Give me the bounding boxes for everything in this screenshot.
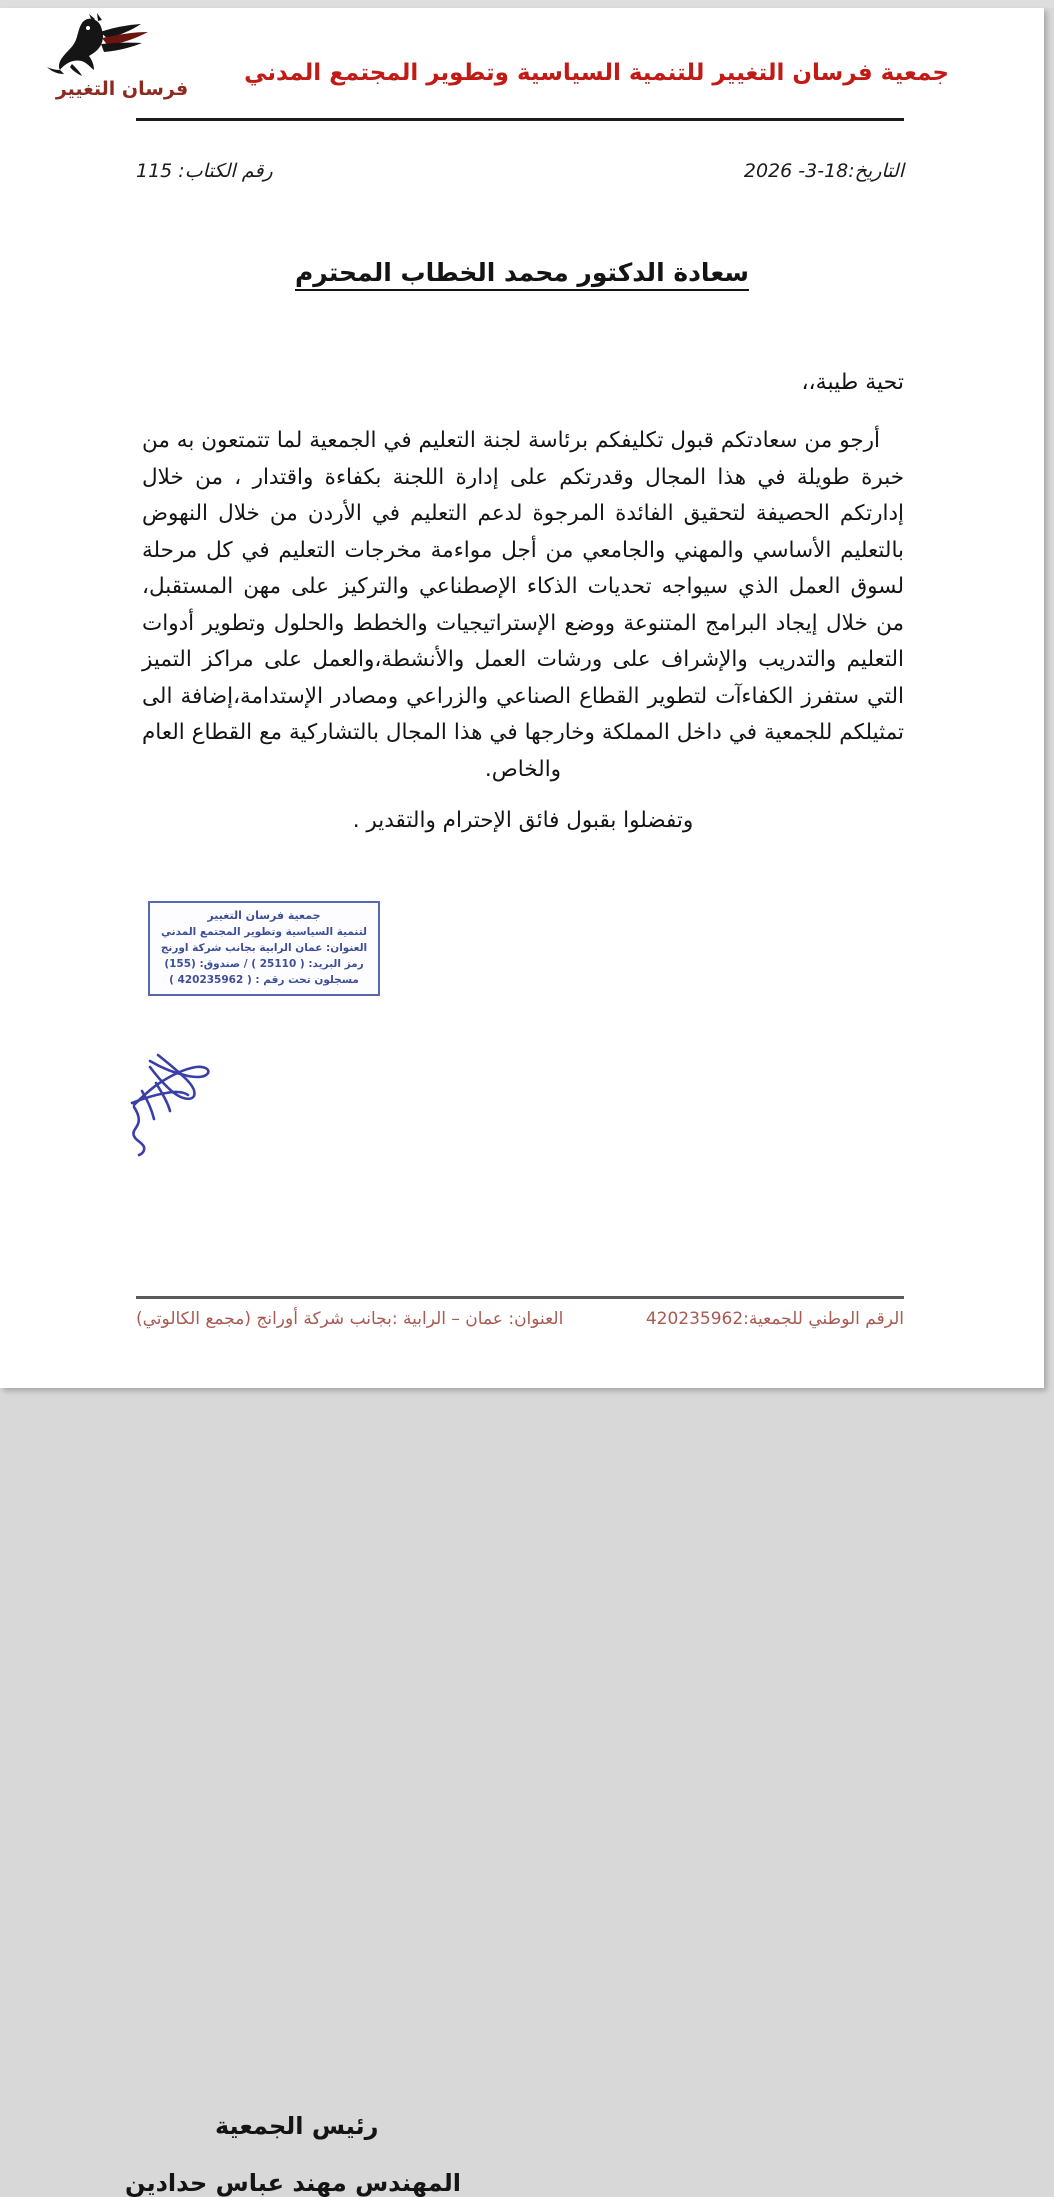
letterhead-header [0,8,1044,118]
letterhead-footer [136,1309,904,1339]
footer-national-number: الرقم الوطني للجمعية:420235962 [645,1309,904,1329]
logo-wordmark: فرسان التغيير [55,78,189,100]
stamp-line-3: العنوان: عمان الرابية بجانب شركة اورنج [160,942,368,954]
footer-address: العنوان: عمان – الرابية :بجانب شركة أورانج (مجمع الكالوتي) [136,1309,564,1329]
letter-body: أرجو من سعادتكم قبول تكليفكم برئاسة لجنة التعليم في الجمعية لما تتمتعون به من خبرة طويلة في هذا المجال وقدرتكم على إدارة اللجنة بكفاءة واقتدار ، من خلال إدارتكم الحصيفة لتحقيق الفائدة المرجوة لدعم التعليم في الأردن من خلال النهوض بالتعليم الأساسي والمهني والجامعي من أجل مواءمة مخرجات التعليم في كل مرحلة لسوق العمل الذي سيواجه تحديات الذكاء الإصطناعي والتركيز على مهن المستقبل، من خلال إيجاد البرامج المتنوعة ووضع الإستراتيجيات والخطط والحلول وتطوير أدوات التعليم والتدريب والإشراف على ورشات العمل والأنشطة،والعمل على مراكز التميز التي ستفرز الكفاءآت لتطوير القطاع الصناعي والزراعي ومصادر الإستدامة،إضافة الى تمثيلكم للجمعية في داخل المملكة وخارجها في هذا المجال بالتشاركية مع القطاع العام والخاص. [142,428,904,782]
stamp-line-2: لتنمية السياسية وتطوير المجتمع المدني [161,926,367,938]
organization-logo [42,12,202,112]
recipient-line [0,258,1044,287]
footer-divider [136,1296,904,1299]
signature-name: المهندس مهند عباس حدادين [125,2169,462,2197]
stamp-line-5: مسجلون تحت رقم : ( 420235962 ) [169,974,359,986]
top-background-strip [0,0,1054,8]
recipient-name: سعادة الدكتور محمد الخطاب المحترم [295,258,749,291]
letter-meta-row [136,160,904,190]
letter-date: التاريخ:18-3- 2026 [743,160,904,182]
header-divider [136,118,904,121]
stamp-line-4: رمز البريد: ( 25110 ) / صندوق: (155) [164,958,364,970]
signature-role: رئيس الجمعية [215,2112,379,2140]
organization-title: جمعية فرسان التغيير للتنمية السياسية وتطوير المجتمع المدني [244,60,949,86]
document-page [0,8,1044,2197]
horse-knight-icon [42,12,202,82]
letter-book-number: رقم الكتاب: 115 [136,160,273,182]
greeting-line: تحية طيبة،، [801,370,904,395]
official-stamp [148,901,380,996]
letter-closing: وتفضلوا بقبول فائق الإحترام والتقدير . [352,808,694,833]
stamp-line-1: جمعية فرسان التغيير [207,909,321,922]
handwritten-signature-icon [112,1043,232,1158]
